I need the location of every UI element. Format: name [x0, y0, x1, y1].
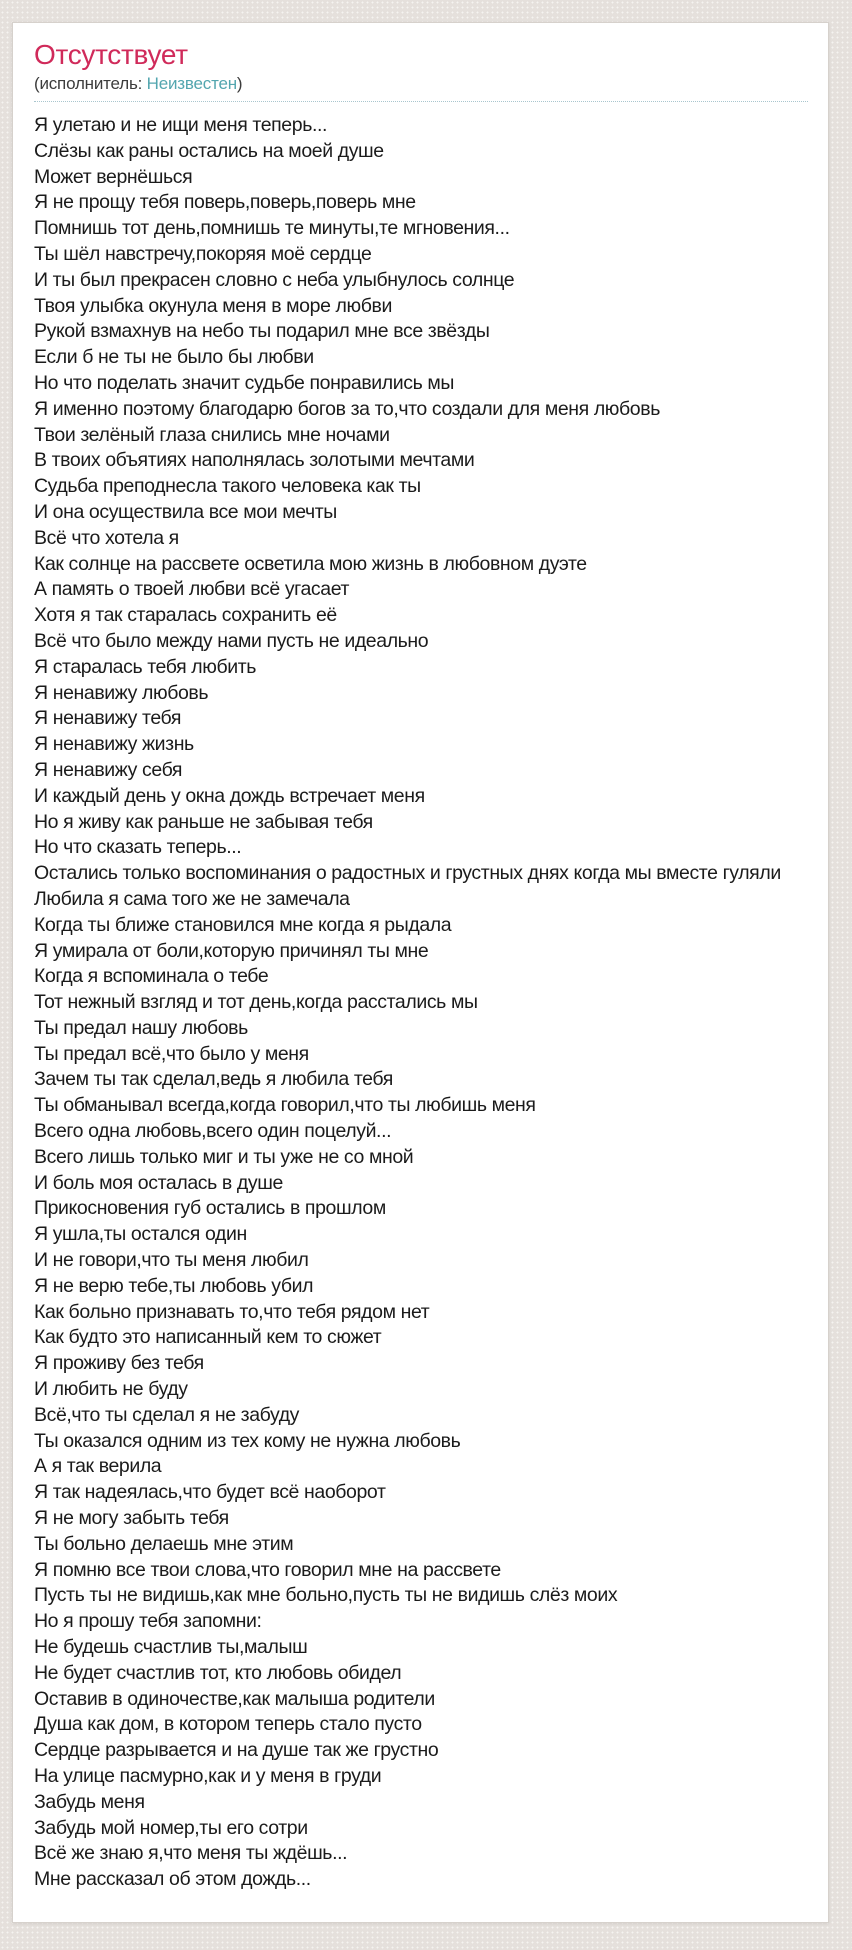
lyric-line: Ты оказался одним из тех кому не нужна любовь: [34, 1429, 461, 1452]
lyric-line: Всё что было между нами пусть не идеально: [34, 629, 429, 652]
song-title: Отсутствует: [34, 39, 188, 70]
lyric-line: Когда я вспоминала о тебе: [34, 965, 269, 988]
lyric-line: Всё же знаю я,что меня ты ждёшь...: [34, 1842, 348, 1865]
lyric-line: Ты предал нашу любовь: [34, 1016, 248, 1039]
lyric-line: Забудь мой номер,ты его сотри: [34, 1816, 308, 1839]
lyric-line: А я так верила: [34, 1455, 162, 1478]
lyric-line: Оставив в одиночестве,как малыша родители: [34, 1687, 435, 1710]
lyric-line: Как солнце на рассвете осветила мою жизнь в любовном дуэте: [34, 552, 587, 575]
lyric-line: Зачем ты так сделал,ведь я любила тебя: [34, 1068, 393, 1091]
lyric-line: Ты больно делаешь мне этим: [34, 1532, 294, 1555]
lyric-line: Душа как дом, в котором теперь стало пусто: [34, 1713, 422, 1736]
lyric-line: Остались только воспоминания о радостных и грустных днях когда мы вместе гуляли: [34, 862, 781, 885]
lyric-line: Мне рассказал об этом дождь...: [34, 1868, 311, 1891]
lyrics-text: [34, 113, 808, 1893]
artist-link[interactable]: Неизвестен: [146, 74, 237, 93]
lyric-line: Я так надеялась,что будет всё наоборот: [34, 1481, 386, 1504]
lyric-line: Но я прошу тебя запомни:: [34, 1610, 262, 1633]
lyric-line: Я улетаю и не ищи меня теперь...: [34, 114, 328, 136]
lyric-line: И каждый день у окна дождь встречает меня: [34, 784, 425, 807]
lyric-line: Я ненавижу любовь: [34, 681, 209, 704]
lyric-line: Как больно признавать то,что тебя рядом нет: [34, 1300, 430, 1323]
lyric-line: Не будешь счастлив ты,малыш: [34, 1636, 308, 1659]
lyric-line: Я ненавижу жизнь: [34, 733, 194, 756]
lyric-line: И боль моя осталась в душе: [34, 1171, 283, 1194]
lyric-line: Пусть ты не видишь,как мне больно,пусть ты не видишь слёз моих: [34, 1584, 618, 1607]
lyric-line: И не говори,что ты меня любил: [34, 1249, 309, 1272]
lyric-line: Любила я сама того же не замечала: [34, 887, 350, 910]
artist-label: (исполнитель:: [34, 74, 147, 93]
lyric-line: Я не прощу тебя поверь,поверь,поверь мне: [34, 191, 416, 214]
lyric-line: Я ненавижу тебя: [34, 707, 182, 730]
lyrics-card: [12, 22, 829, 1923]
lyric-line: Когда ты ближе становился мне когда я рыдала: [34, 913, 452, 936]
lyric-line: Ты предал всё,что было у меня: [34, 1042, 309, 1065]
lyric-line: Твои зелёный глаза снились мне ночами: [34, 423, 390, 446]
lyric-line: Может вернёшься: [34, 165, 193, 188]
lyric-line: Ты шёл навстречу,покоряя моё сердце: [34, 242, 372, 265]
lyric-line: Я проживу без тебя: [34, 1352, 204, 1375]
lyric-line: Слёзы как раны остались на моей душе: [34, 139, 384, 162]
lyric-line: Я не могу забыть тебя: [34, 1507, 229, 1530]
lyric-line: Но что поделать значит судьбе понравились мы: [34, 371, 454, 394]
lyric-line: Я старалась тебя любить: [34, 655, 257, 678]
lyric-line: Забудь меня: [34, 1790, 145, 1813]
lyric-line: Я умирала от боли,которую причинял ты мне: [34, 939, 429, 962]
lyric-line: И она осуществила все мои мечты: [34, 500, 337, 523]
lyric-line: Как будто это написанный кем то сюжет: [34, 1326, 382, 1349]
lyric-line: Если б не ты не было бы любви: [34, 346, 314, 369]
lyric-line: Рукой взмахнув на небо ты подарил мне все звёзды: [34, 320, 490, 343]
lyric-line: Но я живу как раньше не забывая тебя: [34, 810, 373, 833]
lyric-line: Ты обманывал всегда,когда говорил,что ты любишь меня: [34, 1094, 536, 1117]
lyric-line: Я именно поэтому благодарю богов за то,что создали для меня любовь: [34, 397, 660, 420]
lyric-line: А память о твоей любви всё угасает: [34, 578, 350, 601]
lyric-line: Я не верю тебе,ты любовь убил: [34, 1274, 314, 1297]
lyric-line: Я помню все твои слова,что говорил мне на рассвете: [34, 1558, 501, 1581]
lyric-line: Тот нежный взгляд и тот день,когда расстались мы: [34, 991, 478, 1014]
lyric-line: Я ненавижу себя: [34, 758, 183, 781]
lyric-line: Твоя улыбка окунула меня в море любви: [34, 294, 392, 317]
lyric-line: Всё,что ты сделал я не забуду: [34, 1403, 300, 1426]
lyric-line: Помнишь тот день,помнишь те минуты,те мгновения...: [34, 217, 510, 240]
lyric-line: Всего одна любовь,всего один поцелуй...: [34, 1120, 392, 1143]
lyric-line: Всё что хотела я: [34, 526, 179, 549]
lyric-line: Всего лишь только миг и ты уже не со мной: [34, 1145, 414, 1168]
lyric-line: Не будет счастлив тот, кто любовь обидел: [34, 1661, 402, 1684]
lyric-line: Судьба преподнесла такого человека как ты: [34, 475, 421, 498]
artist-row: [34, 74, 808, 102]
lyric-line: Я ушла,ты остался один: [34, 1223, 247, 1246]
lyric-line: И ты был прекрасен словно с неба улыбнулось солнце: [34, 268, 515, 291]
lyric-line: И любить не буду: [34, 1378, 188, 1401]
lyric-line: Сердце разрывается и на душе так же грустно: [34, 1739, 439, 1762]
lyric-line: На улице пасмурно,как и у меня в груди: [34, 1765, 382, 1787]
lyric-line: Прикосновения губ остались в прошлом: [34, 1197, 386, 1220]
artist-label-suffix: ): [236, 74, 243, 93]
lyric-line: Хотя я так старалась сохранить её: [34, 604, 337, 627]
lyric-line: В твоих объятиях наполнялась золотыми мечтами: [34, 449, 475, 472]
lyric-line: Но что сказать теперь...: [34, 836, 242, 859]
